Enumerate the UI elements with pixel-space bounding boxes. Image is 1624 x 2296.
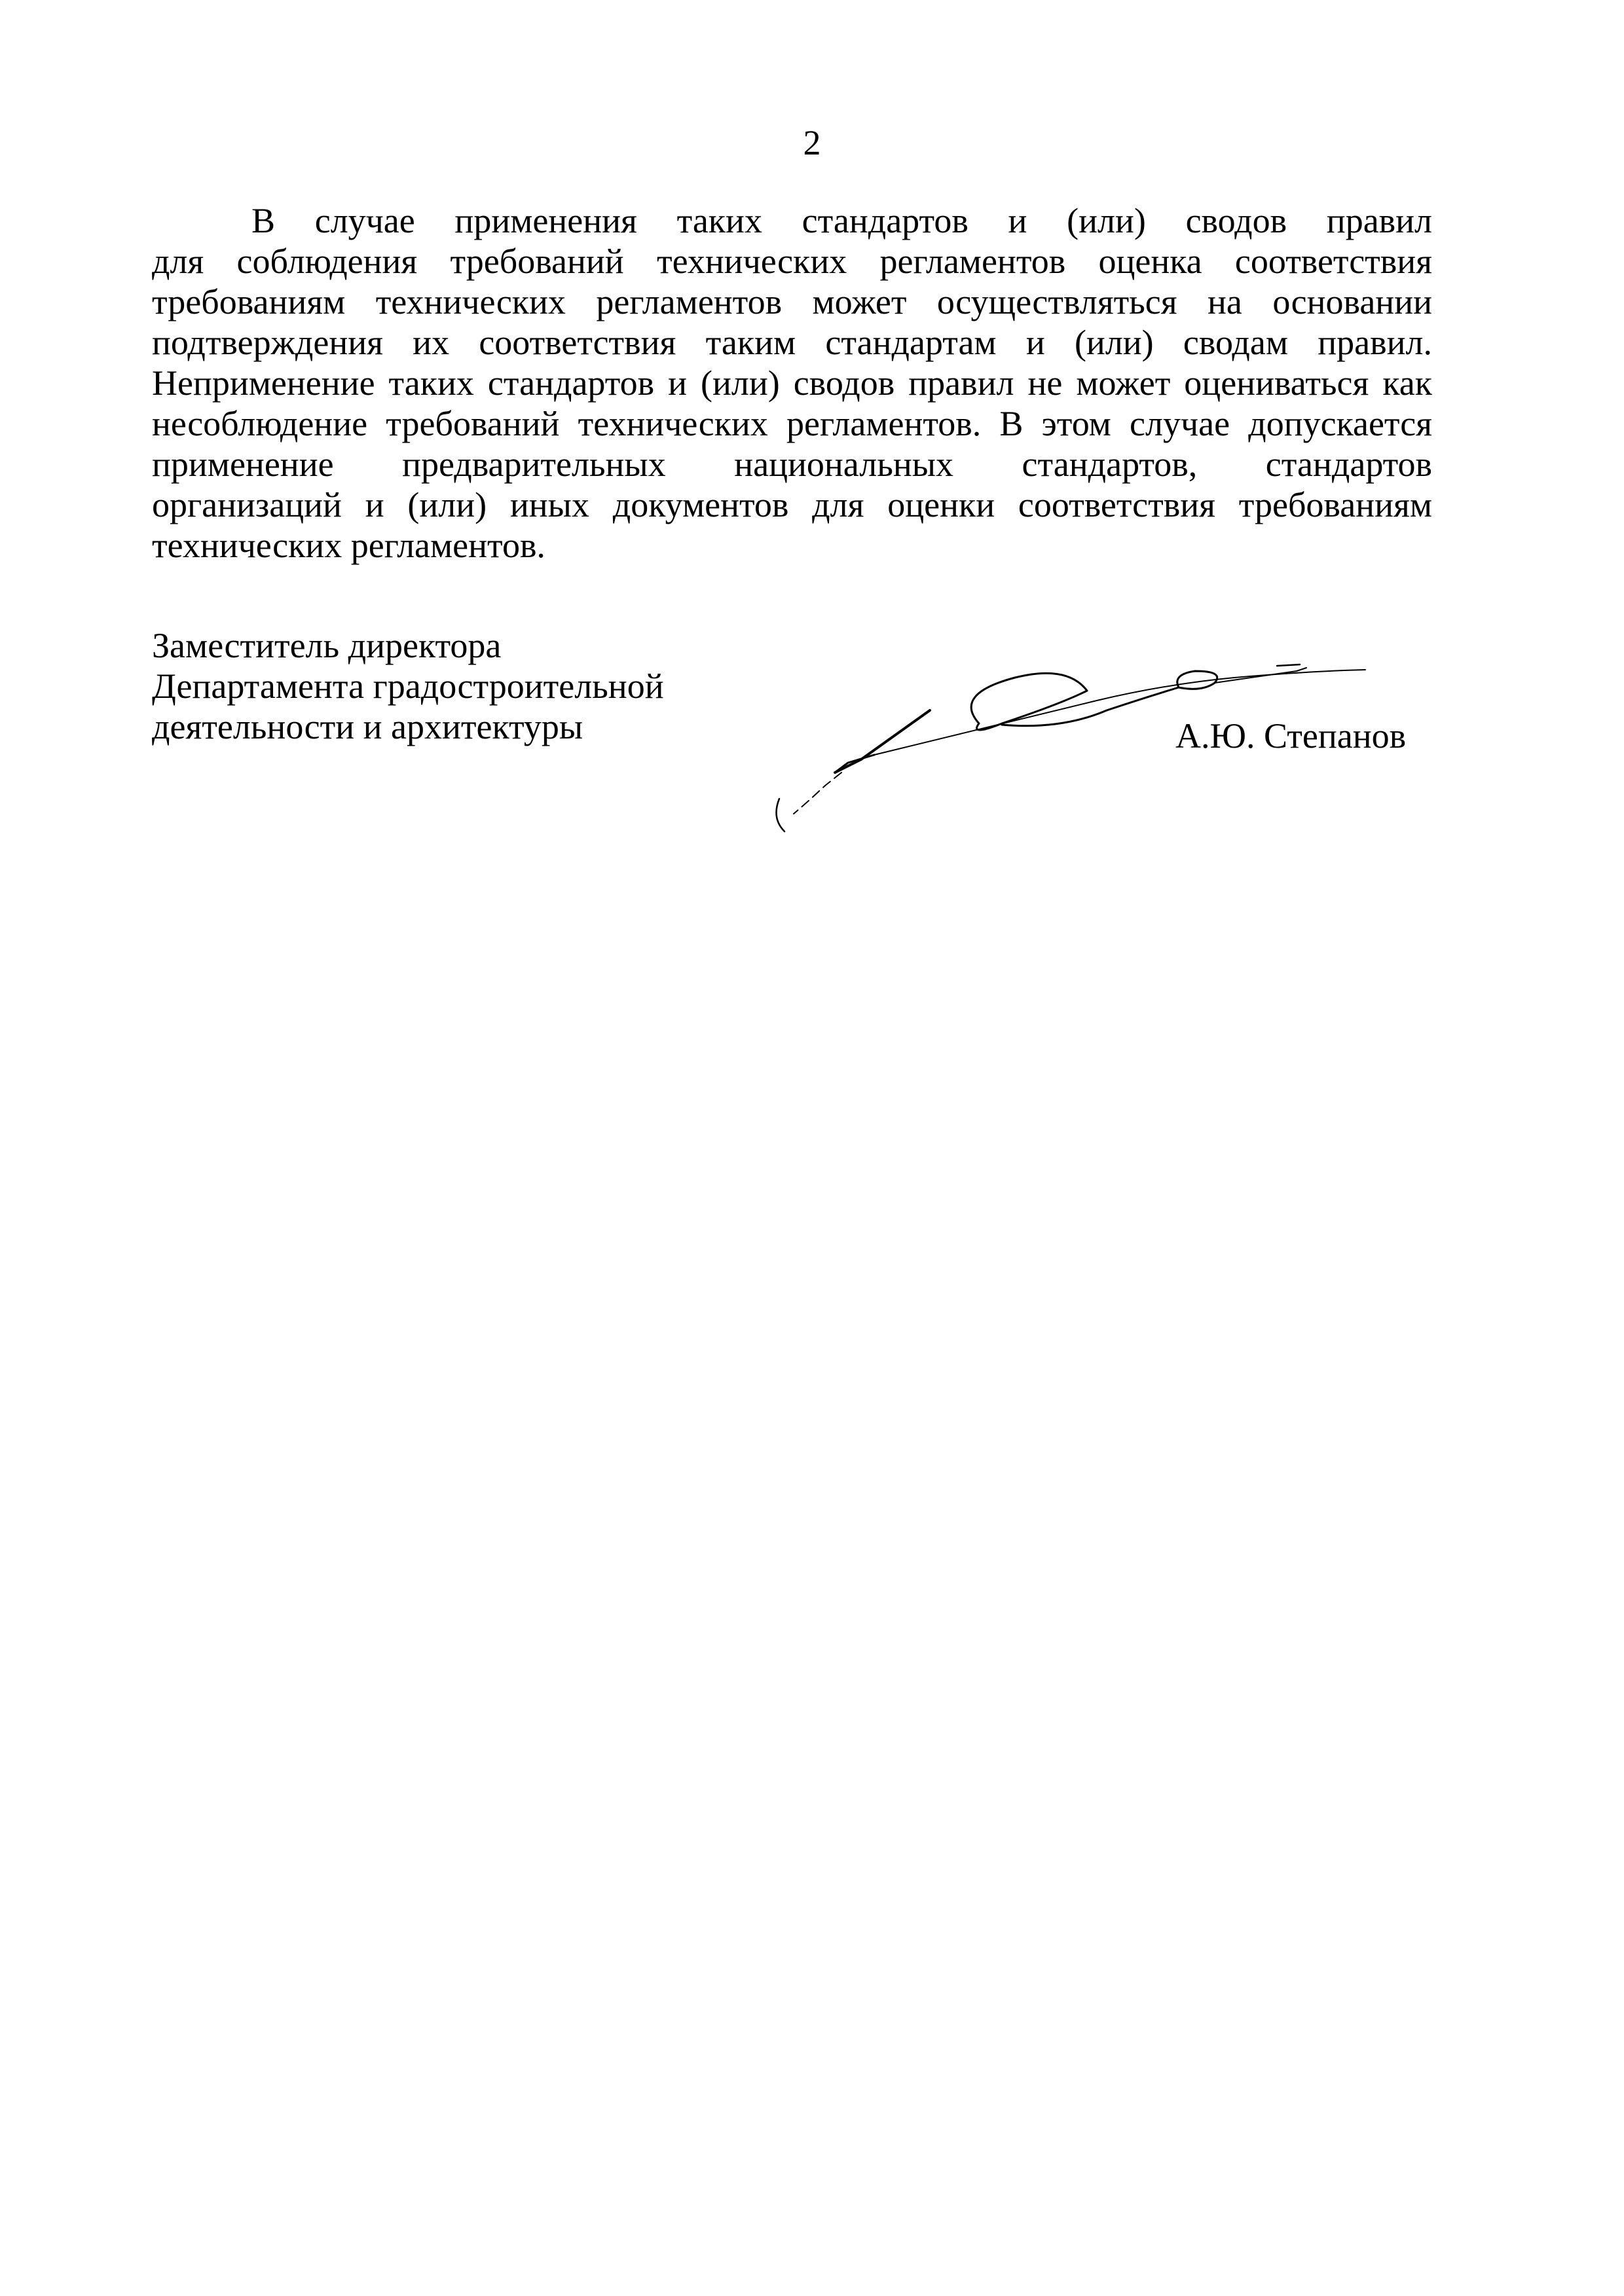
body-line: требованиям технических регламентов может осуществляться на основании bbox=[152, 282, 1432, 321]
signatory-title-line: Заместитель директора bbox=[152, 626, 502, 665]
signatory-name: А.Ю. Степанов bbox=[1175, 716, 1407, 756]
body-line: несоблюдение требований технических регламентов. В этом случае допускается bbox=[152, 404, 1432, 443]
body-line: для соблюдения требований технических регламентов оценка соответствия bbox=[152, 242, 1432, 281]
body-line: В случае применения таких стандартов и (или) сводов правил bbox=[251, 201, 1432, 240]
body-line: организаций и (или) иных документов для оценки соответствия требованиям bbox=[152, 485, 1432, 524]
signatory-title-line: Департамента градостроительной bbox=[152, 666, 664, 706]
body-line: Неприменение таких стандартов и (или) сводов правил не может оцениваться как bbox=[152, 363, 1432, 403]
body-line: подтверждения их соответствия таким стандартам и (или) сводам правил. bbox=[152, 323, 1432, 362]
body-line: технических регламентов. bbox=[152, 526, 545, 565]
body-paragraph bbox=[152, 200, 1432, 566]
body-line: применение предварительных национальных стандартов, стандартов bbox=[152, 445, 1432, 484]
page-number: 2 bbox=[803, 123, 821, 162]
signatory-title bbox=[152, 625, 664, 747]
signatory-title-line: деятельности и архитектуры bbox=[152, 707, 583, 746]
